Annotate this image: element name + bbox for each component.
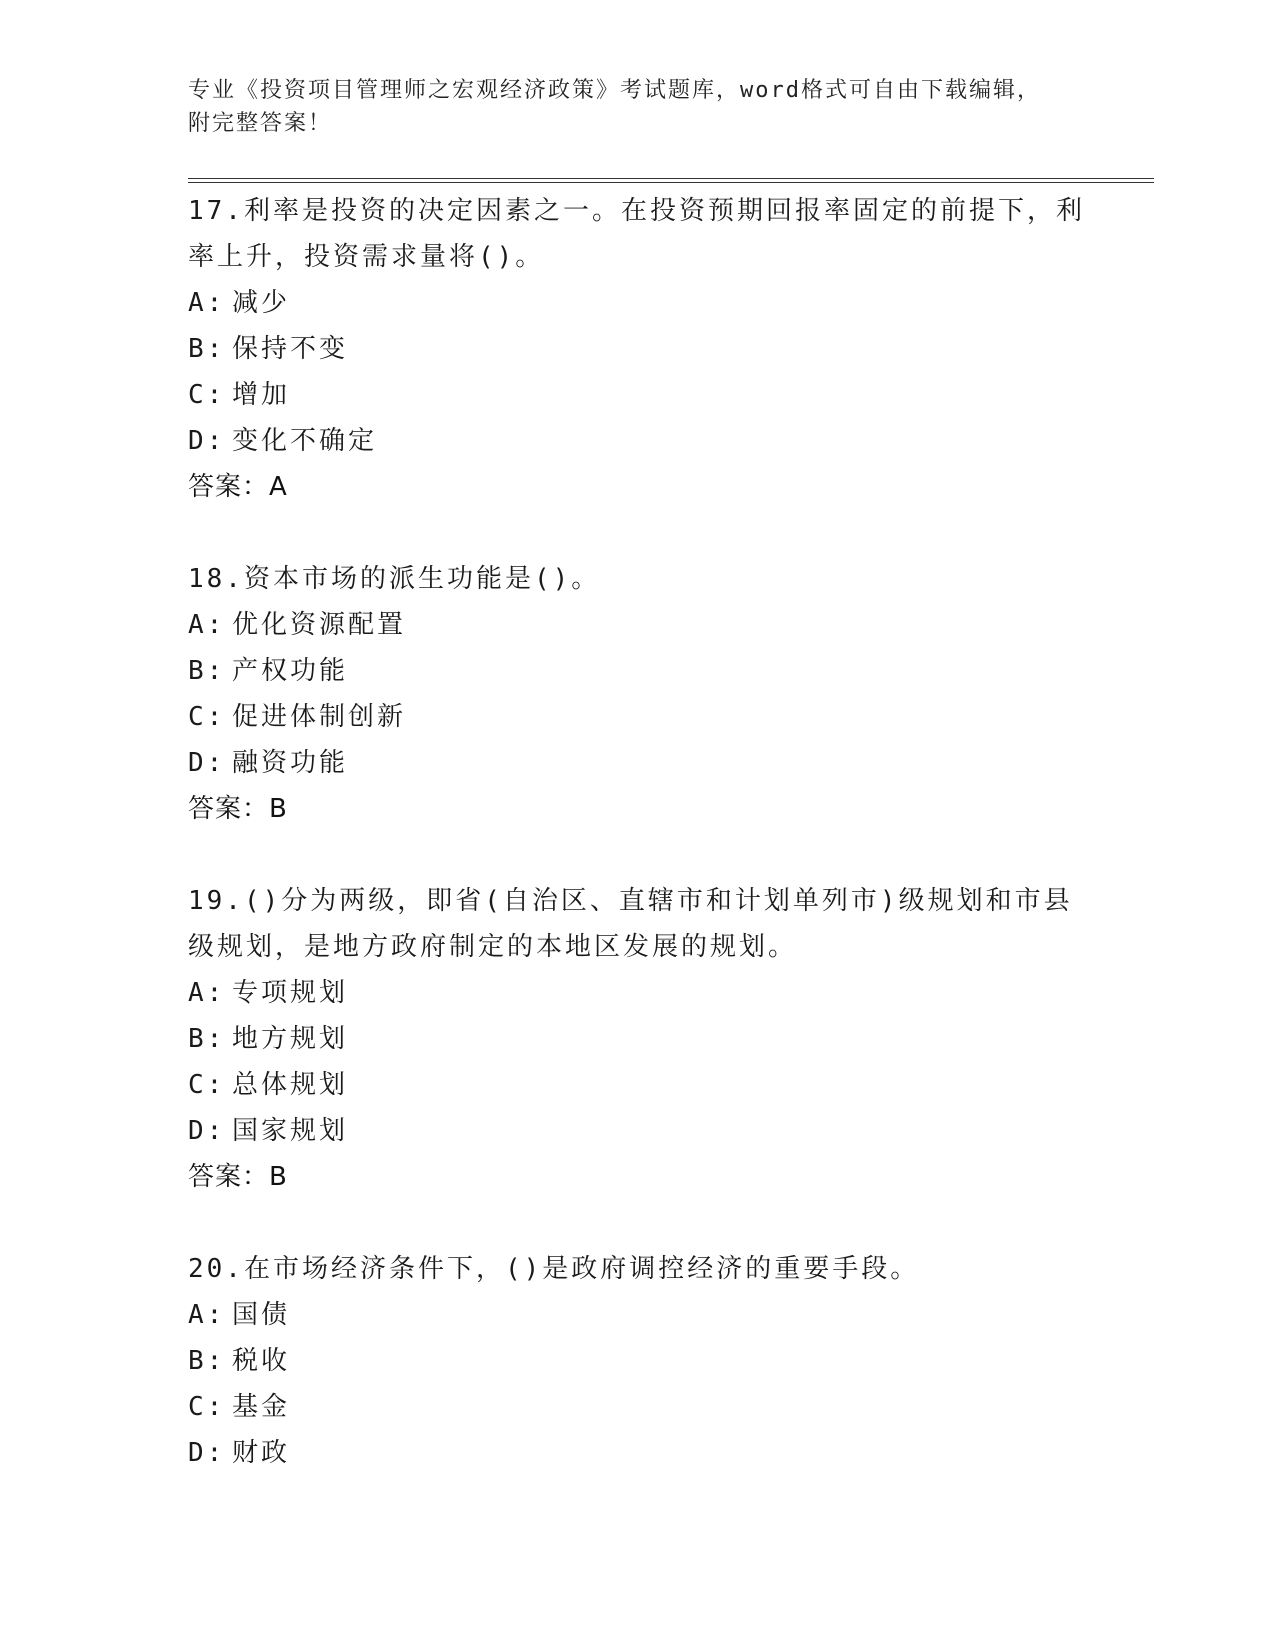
option-text: 优化资源配置 bbox=[232, 610, 407, 640]
document-header bbox=[188, 74, 1088, 140]
option-letter: D: bbox=[188, 748, 226, 778]
header-line-1: 专业《投资项目管理师之宏观经济政策》考试题库，word格式可自由下载编辑， bbox=[188, 78, 1041, 103]
option-letter: D: bbox=[188, 426, 226, 456]
header-divider-bottom bbox=[188, 182, 1154, 183]
answer-line: 答案：B bbox=[188, 1162, 288, 1192]
option-text: 国家规划 bbox=[232, 1116, 349, 1146]
option-a bbox=[188, 280, 1088, 326]
question-stem: 19.()分为两级，即省(自治区、直辖市和计划单列市)级规划和市县级规划，是地方政府制定的本地区发展的规划。 bbox=[188, 886, 1073, 962]
question-stem: 20.在市场经济条件下，()是政府调控经济的重要手段。 bbox=[188, 1254, 920, 1284]
option-letter: A: bbox=[188, 1300, 226, 1330]
option-letter: C: bbox=[188, 1392, 226, 1422]
option-c bbox=[188, 1384, 1088, 1430]
question-19 bbox=[188, 878, 1088, 1200]
option-a bbox=[188, 1292, 1088, 1338]
question-stem: 18.资本市场的派生功能是()。 bbox=[188, 564, 601, 594]
option-c bbox=[188, 694, 1088, 740]
option-d bbox=[188, 1108, 1088, 1154]
option-text: 税收 bbox=[232, 1346, 291, 1376]
option-d bbox=[188, 740, 1088, 786]
question-20 bbox=[188, 1246, 1088, 1476]
option-a bbox=[188, 602, 1088, 648]
option-text: 促进体制创新 bbox=[232, 702, 407, 732]
option-b bbox=[188, 1016, 1088, 1062]
option-c bbox=[188, 372, 1088, 418]
header-line-2: 附完整答案！ bbox=[188, 111, 333, 136]
option-text: 财政 bbox=[232, 1438, 291, 1468]
option-text: 产权功能 bbox=[232, 656, 349, 686]
option-text: 总体规划 bbox=[232, 1070, 349, 1100]
question-17 bbox=[188, 188, 1088, 510]
option-text: 变化不确定 bbox=[232, 426, 378, 456]
option-letter: B: bbox=[188, 656, 226, 686]
option-d bbox=[188, 418, 1088, 464]
spacer bbox=[188, 1200, 1088, 1246]
option-letter: C: bbox=[188, 380, 226, 410]
spacer bbox=[188, 510, 1088, 556]
option-text: 增加 bbox=[232, 380, 291, 410]
option-d bbox=[188, 1430, 1088, 1476]
option-text: 专项规划 bbox=[232, 978, 349, 1008]
header-divider-top bbox=[188, 178, 1154, 179]
option-a bbox=[188, 970, 1088, 1016]
option-b bbox=[188, 1338, 1088, 1384]
answer-line: 答案：B bbox=[188, 794, 288, 824]
option-text: 地方规划 bbox=[232, 1024, 349, 1054]
option-letter: D: bbox=[188, 1438, 226, 1468]
option-text: 基金 bbox=[232, 1392, 291, 1422]
spacer bbox=[188, 832, 1088, 878]
option-letter: A: bbox=[188, 978, 226, 1008]
option-letter: C: bbox=[188, 702, 226, 732]
question-stem: 17.利率是投资的决定因素之一。在投资预期回报率固定的前提下，利率上升，投资需求量将()。 bbox=[188, 196, 1085, 272]
option-text: 保持不变 bbox=[232, 334, 349, 364]
option-letter: B: bbox=[188, 1024, 226, 1054]
option-letter: B: bbox=[188, 334, 226, 364]
option-text: 减少 bbox=[232, 288, 291, 318]
option-letter: B: bbox=[188, 1346, 226, 1376]
question-18 bbox=[188, 556, 1088, 832]
option-text: 融资功能 bbox=[232, 748, 349, 778]
option-letter: D: bbox=[188, 1116, 226, 1146]
option-b bbox=[188, 326, 1088, 372]
option-c bbox=[188, 1062, 1088, 1108]
option-letter: C: bbox=[188, 1070, 226, 1100]
question-list bbox=[188, 188, 1088, 1476]
option-text: 国债 bbox=[232, 1300, 291, 1330]
option-letter: A: bbox=[188, 610, 226, 640]
option-letter: A: bbox=[188, 288, 226, 318]
option-b bbox=[188, 648, 1088, 694]
answer-line: 答案：A bbox=[188, 472, 288, 502]
